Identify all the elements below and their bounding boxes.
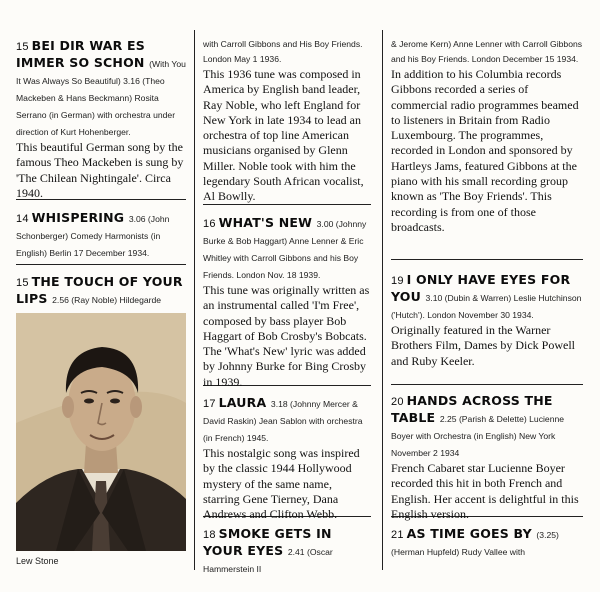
track-heading	[203, 215, 371, 283]
track-notes: Originally featured in the Warner Brothers Film, Dames by Dick Powell and Ruby Keeler.	[391, 323, 575, 368]
track-number: 15	[16, 41, 29, 53]
track-notes: In addition to his Columbia records Gibbons recorded a series of commercial radio programmes beamed to listeners in Britain from Radio Luxembourg. The programmes, recorded in London and sponsored by Hartleys Jams, featured Gibbons at the piano with his small recording group known as 'The Boy Friends'. This recording is from one of those broadcasts.	[391, 67, 579, 234]
track-heading	[391, 393, 583, 461]
track-credits: 2.41 (Oscar Hammerstein II	[203, 547, 333, 574]
track-notes: This tune was originally written as an instrumental called 'I'm Free', composed by bass player Bob Haggart of Bob Crosby's Bobcats. The 'What's New' lyric was added by Johnny Burke for Bing Crosby in 1939.	[203, 283, 370, 389]
track-entry	[391, 272, 583, 369]
track-number: 16	[203, 218, 216, 230]
track-heading	[203, 395, 371, 446]
track-number: 15	[16, 277, 29, 289]
track-entry	[16, 274, 186, 308]
track-number: 18	[203, 529, 216, 541]
track-credits: 3.18 (Johnny Mercer & David Raskin) Jean Sablon with orchestra (in French) 1945.	[203, 399, 363, 443]
track-heading	[16, 38, 186, 140]
track-notes: This beautiful German song by the famous Theo Mackeben is sung by 'The Chilean Nightingale'. Circa 1940.	[16, 140, 184, 200]
track-notes: This 1936 tune was composed in America by English band leader, Ray Noble, who left England for New York in late 1934 to lead an orchestra of top line American musicians organised by Glenn Miller. Noble took with him the legendary South African vocalist, Al Bowlly.	[203, 67, 364, 204]
track-title: I ONLY HAVE EYES FOR YOU	[391, 272, 571, 304]
track-entry	[391, 393, 583, 522]
track-credits: 3.00 (Johnny Burke & Bob Haggart) Anne Lenner & Eric Whitley with Carroll Gibbons and his Boy Friends. London Nov. 18 1939.	[203, 219, 367, 280]
track-entry-continued	[391, 37, 583, 235]
track-notes: This nostalgic song was inspired by the classic 1944 Hollywood mystery of the same name, starring Gene Tierney, Dana Andrews and Clifton Webb.	[203, 446, 360, 522]
column-3	[391, 0, 583, 592]
track-credits: with Carroll Gibbons and His Boy Friends. London May 1 1936.	[203, 39, 363, 64]
track-title: BEI DIR WAR ES IMMER SO SCHON	[16, 38, 145, 70]
track-number: 17	[203, 398, 216, 410]
track-heading	[16, 210, 186, 261]
track-entry-continued	[203, 37, 371, 205]
track-credits: (3.25) (Herman Hupfeld) Rudy Vallee with	[391, 530, 559, 557]
photo-caption: Lew Stone	[16, 556, 59, 566]
track-entry	[203, 215, 371, 390]
track-title: AS TIME GOES BY	[406, 526, 532, 541]
track-title: HANDS ACROSS THE TABLE	[391, 393, 553, 425]
track-entry	[391, 526, 583, 560]
track-title: THE TOUCH OF YOUR LIPS	[16, 274, 183, 306]
track-title: SMOKE GETS IN YOUR EYES	[203, 526, 332, 558]
track-number: 19	[391, 275, 404, 287]
column-2	[203, 0, 371, 592]
track-heading	[391, 526, 583, 560]
track-credits: & Jerome Kern) Anne Lenner with Carroll Gibbons and his Boy Friends. London December 15 1934.	[391, 39, 583, 64]
track-notes: French Cabaret star Lucienne Boyer recorded this hit in both French and English. Her accent is delightful in this English version.	[391, 461, 579, 521]
track-credits: 3.06 (John Schonberger) Comedy Harmonists (in English) Berlin 17 December 1934.	[16, 214, 170, 258]
track-entry	[203, 395, 371, 522]
track-entry	[203, 526, 371, 577]
track-heading	[203, 526, 371, 577]
track-number: 14	[16, 213, 29, 225]
track-number: 20	[391, 396, 404, 408]
track-heading	[16, 274, 186, 308]
track-credits: 2.25 (Parish & Delette) Lucienne Boyer with Orchestra (in English) New York November 2 1934	[391, 414, 565, 458]
column-divider	[194, 30, 195, 570]
track-entry	[16, 38, 186, 201]
track-number: 21	[391, 529, 404, 541]
track-credits: 2.56 (Ray Noble) Hildegarde	[52, 295, 162, 305]
track-title: LAURA	[218, 395, 267, 410]
track-heading	[391, 272, 583, 323]
portrait-photo	[16, 313, 186, 551]
track-entry	[16, 210, 186, 261]
column-divider	[382, 30, 383, 570]
track-title: WHAT'S NEW	[218, 215, 313, 230]
track-credits: (With You It Was Always So Beautiful) 3.16 (Theo Mackeben & Hans Beckmann) Rosita Serrano (in German) with orchestra under direction of Kurt Hohenberger.	[16, 59, 186, 137]
track-title: WHISPERING	[31, 210, 125, 225]
track-credits: 3.10 (Dubin & Warren) Leslie Hutchinson ('Hutch'). London November 30 1934.	[391, 293, 582, 320]
